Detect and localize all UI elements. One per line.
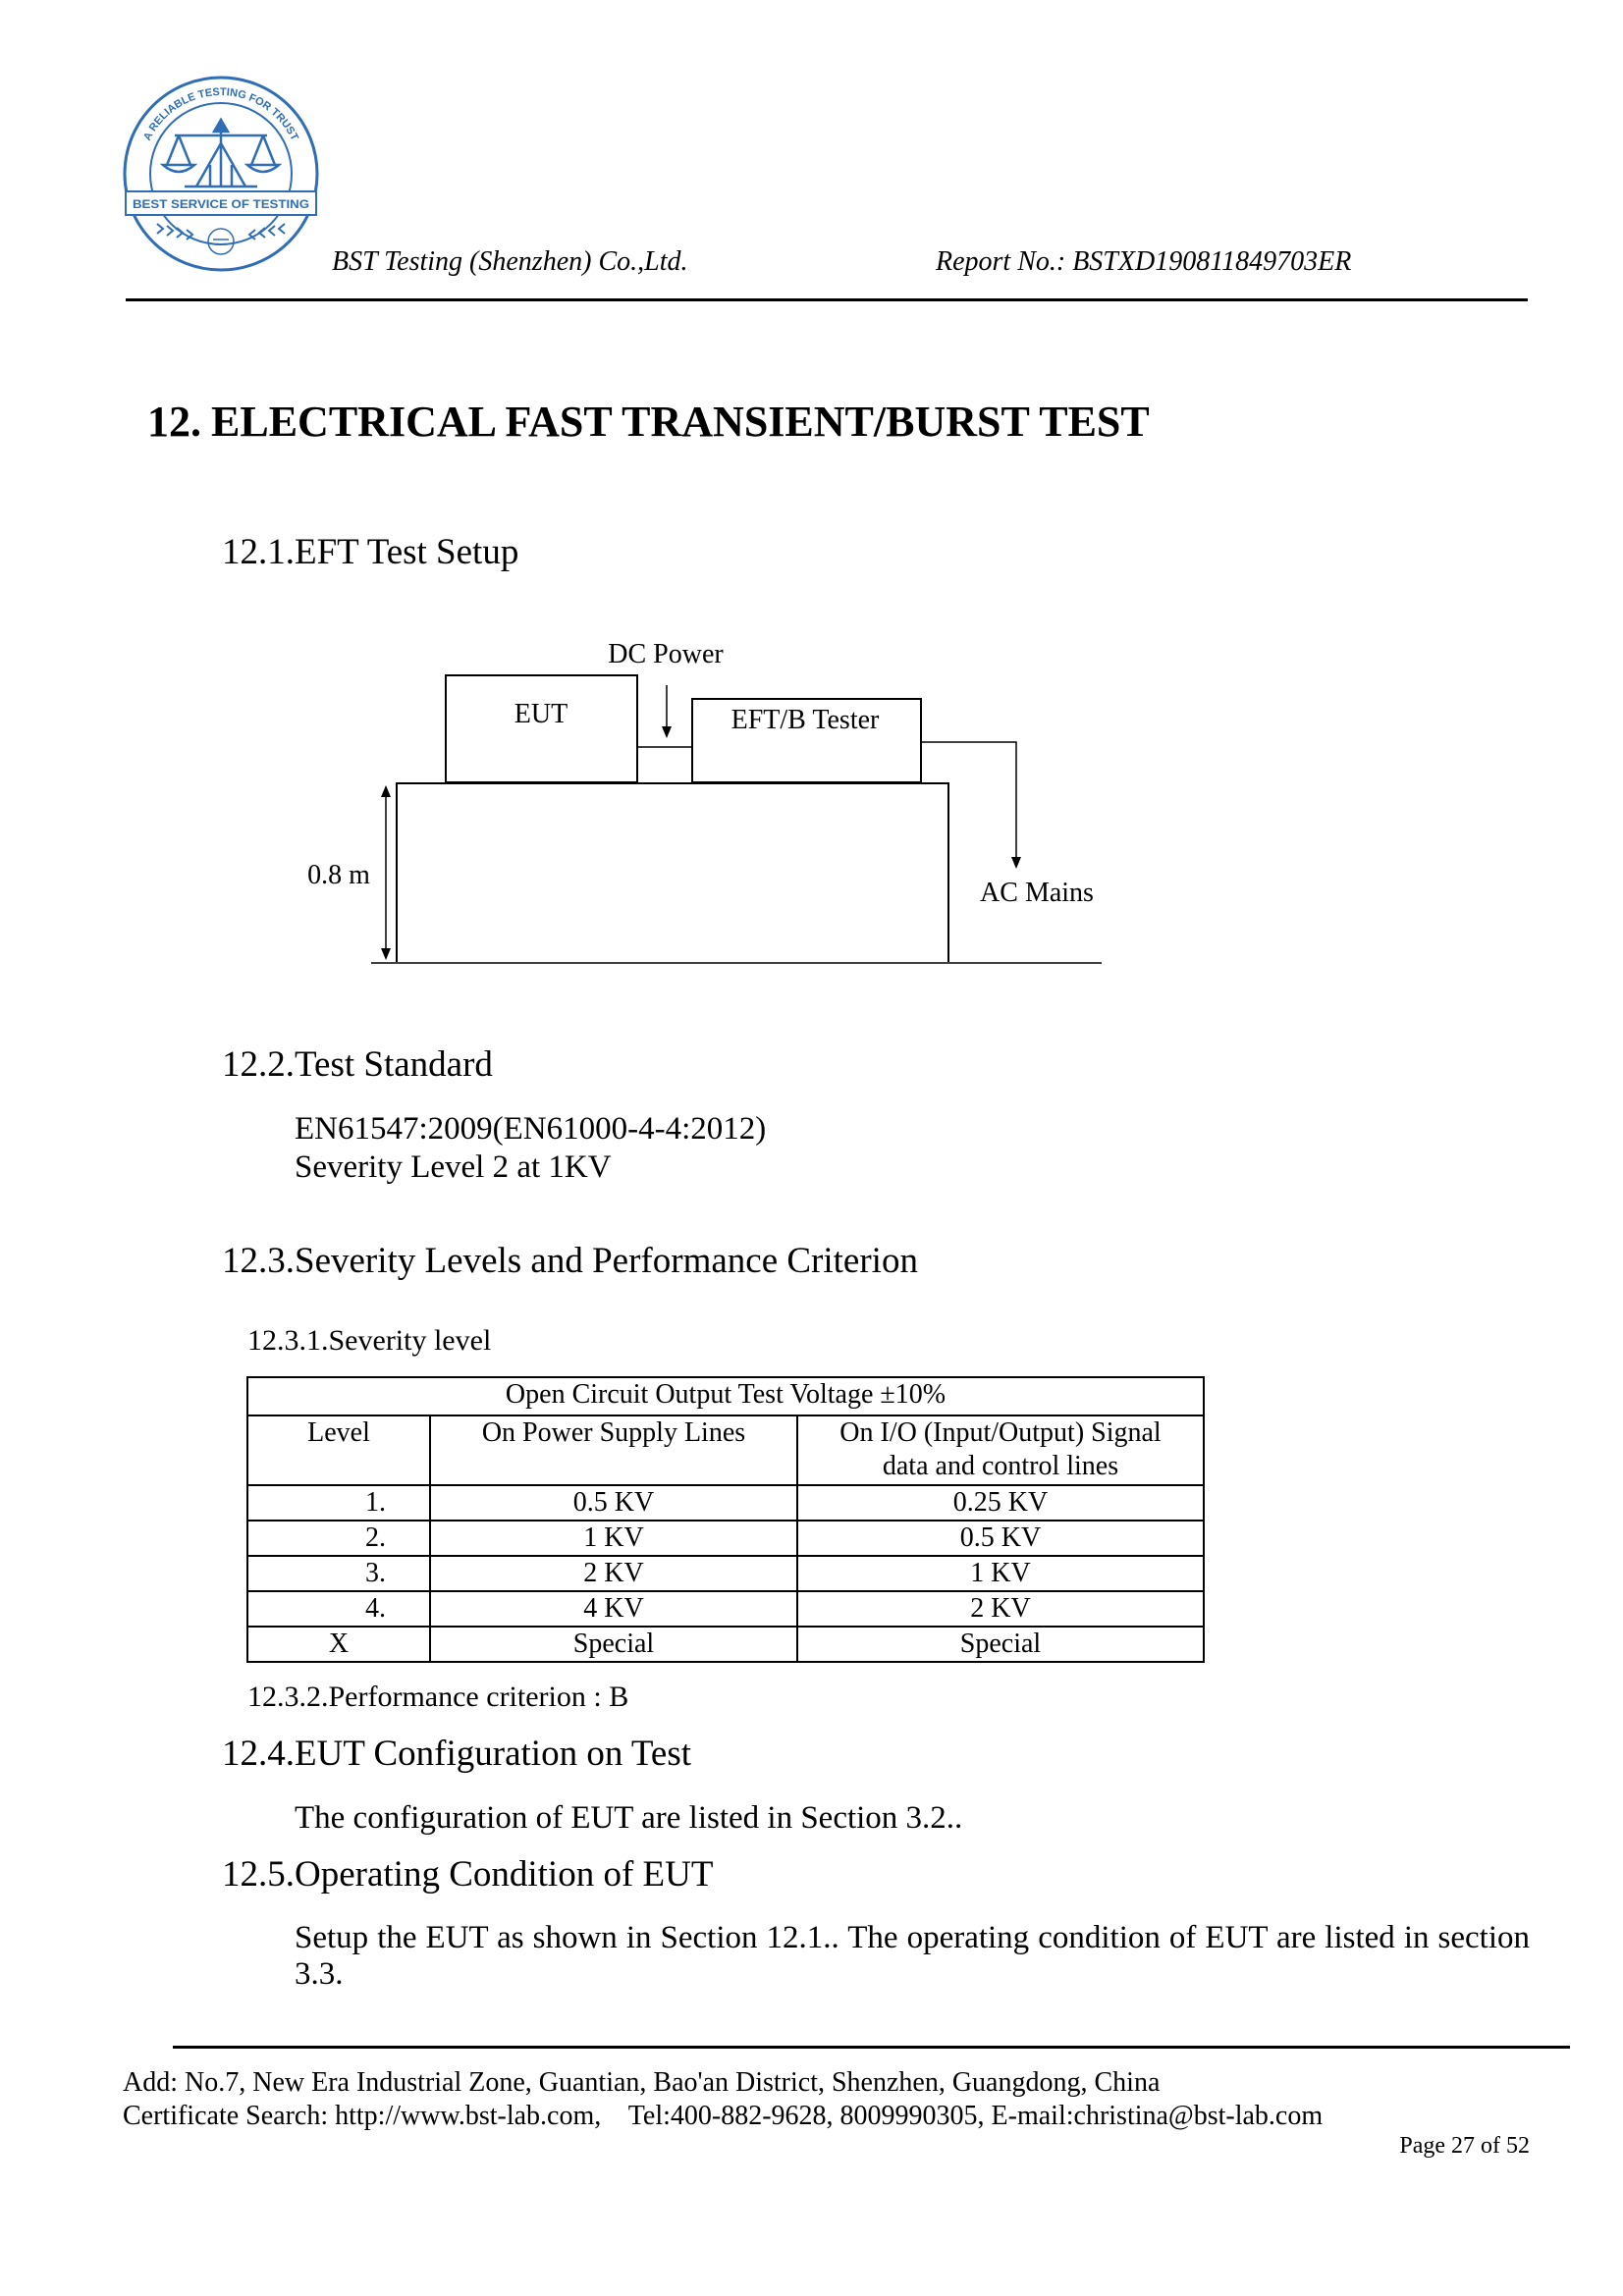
performance-criterion: 12.3.2.Performance criterion : B	[247, 1681, 629, 1713]
table-row	[247, 1521, 1204, 1556]
power-cell: 1 KV	[430, 1521, 797, 1556]
level-cell: X	[247, 1627, 430, 1662]
section-number: 12.	[147, 398, 201, 446]
operating-heading: 12.5.Operating Condition of EUT	[222, 1854, 714, 1895]
dc-power-label: DC Power	[608, 639, 724, 669]
footer-contact: Certificate Search: http://www.bst-lab.com, Tel:400-882-9628, 8009990305, E-mail:christina@bst-lab.com	[123, 2101, 1324, 2131]
table-row	[247, 1556, 1204, 1591]
height-label: 0.8 m	[307, 860, 370, 890]
ac-mains-arrow	[921, 742, 1021, 869]
power-cell: 0.5 KV	[430, 1485, 797, 1521]
level-cell: 1.	[247, 1485, 430, 1521]
eut-label: EUT	[514, 699, 568, 729]
section-title-text: ELECTRICAL FAST TRANSIENT/BURST TEST	[211, 398, 1150, 446]
dc-power-arrow	[662, 685, 672, 738]
table-caption: Open Circuit Output Test Voltage ±10%	[247, 1377, 1204, 1415]
level-cell: 3.	[247, 1556, 430, 1591]
table-row	[247, 1627, 1204, 1662]
signal-cell: 2 KV	[797, 1591, 1204, 1627]
logo-seal-icon	[208, 229, 234, 254]
column-header-signal: On I/O (Input/Output) Signal data and control lines	[797, 1415, 1204, 1485]
standard-heading: 12.2.Test Standard	[222, 1044, 493, 1085]
page-number: Page 27 of 52	[1399, 2133, 1530, 2159]
company-logo	[118, 71, 324, 277]
setup-heading: 12.1.EFT Test Setup	[222, 532, 519, 572]
ac-mains-label: AC Mains	[980, 878, 1094, 908]
footer-address: Add: No.7, New Era Industrial Zone, Guantian, Bao'an District, Shenzhen, Guangdong, China	[123, 2067, 1161, 2098]
severity-line: Severity Level 2 at 1KV	[295, 1149, 612, 1185]
test-table	[397, 783, 948, 962]
column-header-power: On Power Supply Lines	[430, 1415, 797, 1485]
power-cell: Special	[430, 1627, 797, 1662]
header-rule	[126, 298, 1528, 301]
company-name: BST Testing (Shenzhen) Co.,Ltd.	[332, 246, 688, 277]
scales-icon	[163, 120, 279, 187]
signal-cell: 1 KV	[797, 1556, 1204, 1591]
severity-level-heading: 12.3.1.Severity level	[247, 1324, 492, 1357]
column-header-level: Level	[247, 1415, 430, 1485]
severity-table	[246, 1376, 1205, 1663]
power-cell: 4 KV	[430, 1591, 797, 1627]
footer-rule	[173, 2046, 1570, 2049]
table-caption-row	[247, 1377, 1204, 1415]
table-row	[247, 1485, 1204, 1521]
level-cell: 2.	[247, 1521, 430, 1556]
severity-heading: 12.3.Severity Levels and Performance Criterion	[222, 1241, 918, 1281]
chevrons-icon	[157, 224, 285, 240]
operating-text: Setup the EUT as shown in Section 12.1.. The operating condition of EUT are listed in section 3.3.	[295, 1920, 1530, 1992]
standard-line: EN61547:2009(EN61000-4-4:2012)	[295, 1111, 767, 1147]
eft-setup-diagram	[295, 628, 1129, 982]
logo-banner-text: BEST SERVICE OF TESTING	[133, 197, 309, 211]
configuration-text: The configuration of EUT are listed in Section 3.2..	[295, 1800, 963, 1836]
tester-label: EFT/B Tester	[730, 705, 880, 735]
power-cell: 2 KV	[430, 1556, 797, 1591]
section-title	[147, 399, 1150, 446]
signal-cell: Special	[797, 1627, 1204, 1662]
report-number: Report No.: BSTXD190811849703ER	[936, 246, 1352, 277]
height-dimension-arrow	[381, 785, 391, 960]
logo-ring-text: A RELIABLE TESTING FOR TRUST	[141, 85, 300, 143]
signal-cell: 0.25 KV	[797, 1485, 1204, 1521]
table-header-row	[247, 1415, 1204, 1485]
level-cell: 4.	[247, 1591, 430, 1627]
table-row	[247, 1591, 1204, 1627]
configuration-heading: 12.4.EUT Configuration on Test	[222, 1734, 692, 1774]
signal-cell: 0.5 KV	[797, 1521, 1204, 1556]
